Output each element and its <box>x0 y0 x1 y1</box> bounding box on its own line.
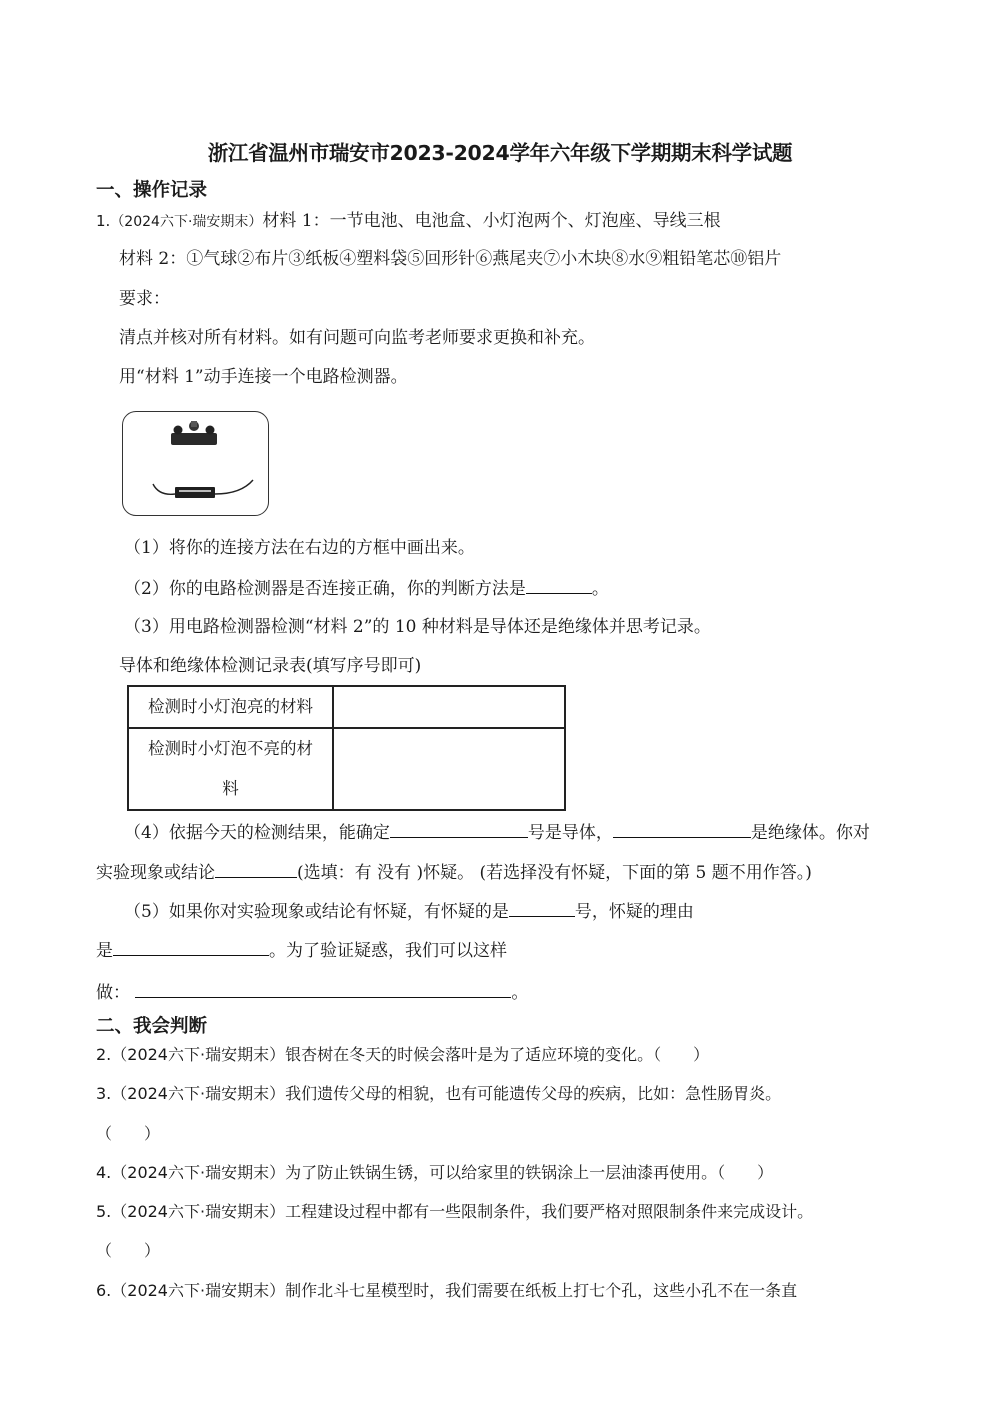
section-heading-operation: 一、操作记录 <box>96 180 208 201</box>
table-caption: 导体和绝缘体检测记录表(填写序号即可) <box>119 656 422 676</box>
table-label-cell <box>128 728 333 810</box>
question-number: 6. <box>96 1281 112 1300</box>
question-source: （2024六下·瑞安期末） <box>111 1202 286 1221</box>
sub-question-4-line-1 <box>124 821 870 844</box>
table-answer-cell[interactable] <box>333 728 565 810</box>
doubt-reason-blank[interactable] <box>113 939 269 956</box>
question-number: 1. <box>96 212 111 230</box>
sub-question-4-line-2 <box>96 861 812 884</box>
question-number: 2. <box>96 1045 112 1064</box>
sub-question-3: （3）用电路检测器检测“材料 2”的 10 种材料是导体还是绝缘体并思考记录。 <box>124 617 711 637</box>
conductor-answer-blank[interactable] <box>390 821 528 838</box>
question-number: 4. <box>96 1163 112 1182</box>
question-text: 制作北斗七星模型时，我们需要在纸板上打七个孔，这些小孔不在一条直 <box>285 1281 798 1300</box>
punctuation: 。 <box>591 579 609 599</box>
requirement-label: 要求： <box>119 289 170 309</box>
question-number: 3. <box>96 1084 112 1103</box>
question-3 <box>96 1083 781 1105</box>
doubt-number-blank[interactable] <box>509 900 575 917</box>
sub-question-5-text: 是 <box>96 941 113 961</box>
sub-question-5-line-1 <box>124 900 694 923</box>
question-number: 5. <box>96 1202 112 1221</box>
question-text: 银杏树在冬天的时候会落叶是为了适应环境的变化。（ ） <box>285 1045 710 1064</box>
bulb-holder-icon <box>171 421 217 445</box>
battery-box-icon <box>153 480 253 498</box>
question-2 <box>96 1044 709 1066</box>
sub-question-5-line-3 <box>96 981 528 1004</box>
insulator-answer-blank[interactable] <box>613 821 751 838</box>
row-label-line-1: 检测时小灯泡不亮的材 <box>148 739 313 758</box>
requirement-1: 清点并核对所有材料。如有问题可向监考老师要求更换和补充。 <box>119 328 595 348</box>
circuit-materials-figure <box>122 411 269 516</box>
question-text: 工程建设过程中都有一些限制条件，我们要严格对照限制条件来完成设计。 <box>285 1202 814 1221</box>
question-text: 为了防止铁锅生锈，可以给家里的铁锅涂上一层油漆再使用。（ ） <box>285 1163 774 1182</box>
question-source: （2024六下·瑞安期末） <box>111 1163 286 1182</box>
question-source: （2024六下·瑞安期末） <box>111 1045 286 1064</box>
answer-blank[interactable] <box>526 577 592 594</box>
question-1-line-1 <box>96 210 721 233</box>
row-label: 检测时小灯泡亮的材料 <box>148 697 313 716</box>
question-6 <box>96 1280 797 1302</box>
question-5 <box>96 1201 813 1223</box>
answer-bracket[interactable]: （ ） <box>96 1241 161 1260</box>
table-label-cell <box>128 686 333 728</box>
sub-question-5-text: 。为了验证疑惑，我们可以这样 <box>269 941 507 961</box>
question-source: （2024六下·瑞安期末） <box>110 214 263 230</box>
circuit-materials-image <box>123 412 268 515</box>
question-4 <box>96 1162 773 1184</box>
question-source: （2024六下·瑞安期末） <box>111 1281 286 1300</box>
verification-method-blank[interactable] <box>135 981 511 998</box>
row-label-line-2: 料 <box>222 779 239 798</box>
sub-question-2-text: （2）你的电路检测器是否连接正确，你的判断方法是 <box>124 579 526 599</box>
material-2: 材料 2：①气球②布片③纸板④塑料袋⑤回形针⑥燕尾夹⑦小木块⑧水⑨粗铅笔芯⑩铝片 <box>119 249 782 269</box>
sub-question-4-text: 号是导体， <box>527 823 613 843</box>
detection-record-table <box>127 685 566 811</box>
question-text: 我们遗传父母的相貌，也有可能遗传父母的疾病，比如：急性肠胃炎。 <box>285 1084 782 1103</box>
sub-question-4-text: 是绝缘体。你对 <box>750 823 870 843</box>
sub-question-4-text: (选填：有 没有 )怀疑。 (若选择没有怀疑，下面的第 5 题不用作答。) <box>297 863 812 883</box>
page-title: 浙江省温州市瑞安市2023-2024学年六年级下学期期末科学试题 <box>207 141 793 165</box>
doubt-answer-blank[interactable] <box>215 861 297 878</box>
table-answer-cell[interactable] <box>333 686 565 728</box>
table-row <box>128 728 565 810</box>
sub-question-5-text: 号，怀疑的理由 <box>574 902 694 922</box>
sub-question-2 <box>124 577 609 600</box>
sub-question-1: （1）将你的连接方法在右边的方框中画出来。 <box>124 538 475 558</box>
section-heading-judgement: 二、我会判断 <box>96 1016 208 1037</box>
sub-question-5-line-2 <box>96 939 507 962</box>
requirement-2: 用“材料 1”动手连接一个电路检测器。 <box>119 367 408 387</box>
question-source: （2024六下·瑞安期末） <box>111 1084 286 1103</box>
sub-question-4-text: 实验现象或结论 <box>96 863 215 883</box>
sub-question-4-text: （4）依据今天的检测结果，能确定 <box>124 823 390 843</box>
sub-question-5-text: （5）如果你对实验现象或结论有怀疑，有怀疑的是 <box>124 902 509 922</box>
punctuation: 。 <box>511 983 529 1003</box>
table-row <box>128 686 565 728</box>
answer-bracket[interactable]: （ ） <box>96 1124 161 1143</box>
material-1: 材料 1：一节电池、电池盒、小灯泡两个、灯泡座、导线三根 <box>262 211 721 231</box>
sub-question-5-text: 做： <box>96 983 130 1003</box>
